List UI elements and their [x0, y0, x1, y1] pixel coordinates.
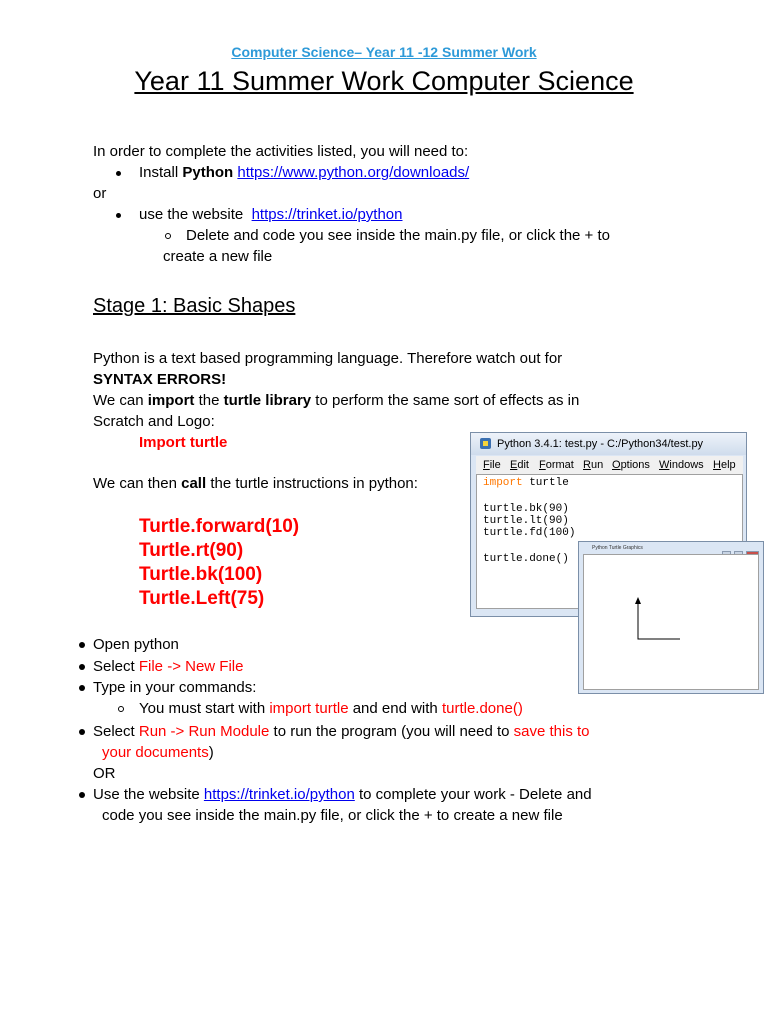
code-line: turtle.fd(100): [483, 527, 576, 539]
step-run-module: [93, 723, 590, 740]
s5-a: Use the website: [93, 786, 204, 803]
code-keyword: import: [483, 477, 523, 489]
syntax-errors-text: SYNTAX ERRORS!: [93, 371, 227, 388]
bullet-icon: [79, 792, 85, 798]
step-sub-start-end: [139, 700, 523, 717]
p2-a: We can: [93, 392, 148, 409]
trinket-link-2[interactable]: https://trinket.io/python: [203, 786, 355, 803]
idle-menubar: [476, 456, 743, 474]
code-line: turtle.bk(90): [483, 503, 569, 515]
step-open-python: Open python: [93, 636, 179, 653]
python-download-link[interactable]: https://www.python.org/downloads/: [237, 164, 470, 181]
install-python-item: [139, 164, 469, 181]
bullet-icon: [79, 685, 85, 691]
turtle-canvas: [583, 554, 759, 690]
step-website-line2: code you see inside the main.py file, or click the + to create a new file: [102, 807, 563, 824]
intro-lead: In order to complete the activities listed, you will need to:: [93, 143, 469, 160]
website-item: [139, 206, 403, 223]
code-bk: Turtle.bk(100): [139, 564, 263, 585]
turtle-graphics-window: [578, 541, 764, 694]
turtle-window-title: Python Turtle Graphics: [592, 545, 643, 551]
bullet-icon: [116, 213, 121, 218]
menu-format[interactable]: Format: [539, 459, 574, 471]
p3-c: the turtle instructions in python:: [206, 475, 418, 492]
sub-item-line2: create a new file: [163, 248, 273, 265]
turtle-arrow-icon: [635, 597, 641, 604]
code-line-import: [483, 477, 569, 489]
sub-bullet-icon: [118, 706, 124, 712]
p2-import: import: [147, 392, 195, 409]
s4-documents: your documents: [102, 744, 209, 761]
idle-titlebar: [471, 433, 746, 455]
menu-edit[interactable]: Edit: [510, 459, 529, 471]
paragraph-2-line1: [93, 392, 579, 409]
p2-e: to perform the same sort of effects as in: [311, 392, 580, 409]
s4-c: to run the program (you will need to: [269, 723, 514, 740]
s2-a: Select: [93, 658, 139, 675]
menu-run[interactable]: Run: [583, 459, 604, 471]
p2-c: the: [194, 392, 224, 409]
bullet-icon: [116, 171, 121, 176]
turtle-drawing: [584, 555, 760, 691]
s3-sub-import: import turtle: [269, 700, 349, 717]
step-website: [93, 786, 592, 803]
code-line: turtle.lt(90): [483, 515, 569, 527]
page-title: Year 11 Summer Work Computer Science: [134, 66, 634, 96]
p2-turtle-library: turtle library: [223, 392, 312, 409]
s3-sub-a: You must start with: [139, 700, 270, 717]
trinket-link[interactable]: https://trinket.io/python: [251, 206, 403, 223]
python-icon: [480, 438, 491, 449]
sub-bullet-icon: [165, 233, 171, 239]
header-link[interactable]: Computer Science– Year 11 -12 Summer Work: [231, 44, 537, 60]
or-text: or: [93, 185, 107, 202]
step-new-file: [93, 658, 243, 675]
code-line: turtle.done(): [483, 553, 569, 565]
menu-options[interactable]: Options: [612, 459, 650, 471]
step-type-commands: Type in your commands:: [93, 679, 257, 696]
s5-b: to complete your work - Delete and: [354, 786, 592, 803]
stage-heading: Stage 1: Basic Shapes: [93, 295, 296, 317]
s2-file-new: File -> New File: [138, 658, 244, 675]
code-rt: Turtle.rt(90): [139, 540, 244, 561]
bullet-icon: [79, 642, 85, 648]
bullet-icon: [79, 664, 85, 670]
paragraph-2-line2: Scratch and Logo:: [93, 413, 215, 430]
idle-title: Python 3.4.1: test.py - C:/Python34/test.py: [497, 438, 704, 450]
menu-windows[interactable]: Windows: [659, 459, 704, 471]
s4-save: save this to: [513, 723, 590, 740]
code-import-rest: turtle: [522, 477, 569, 489]
p3-call: call: [181, 475, 207, 492]
sub-item-line1: Delete and code you see inside the main.py file, or click the + to: [186, 227, 610, 244]
s4-a: Select: [93, 723, 139, 740]
s4-run: Run -> Run Module: [138, 723, 270, 740]
website-prefix: use the website: [139, 206, 244, 223]
install-bold: Python: [182, 164, 234, 181]
code-forward: Turtle.forward(10): [139, 516, 300, 537]
s3-sub-done: turtle.done(): [441, 700, 523, 717]
s3-sub-c: and end with: [348, 700, 442, 717]
bullet-icon: [79, 729, 85, 735]
import-turtle-text: Import turtle: [139, 434, 228, 451]
install-prefix: Install: [139, 164, 183, 181]
s4-close-paren: ): [208, 744, 214, 761]
or-text: OR: [93, 765, 116, 782]
p3-a: We can then: [93, 475, 182, 492]
step-run-module-line2: [102, 744, 214, 761]
code-left: Turtle.Left(75): [139, 588, 265, 609]
paragraph-1-line1: Python is a text based programming language. Therefore watch out for: [93, 350, 563, 367]
menu-help[interactable]: Help: [713, 459, 736, 471]
paragraph-3: [93, 475, 418, 492]
menu-file[interactable]: File: [483, 459, 501, 471]
